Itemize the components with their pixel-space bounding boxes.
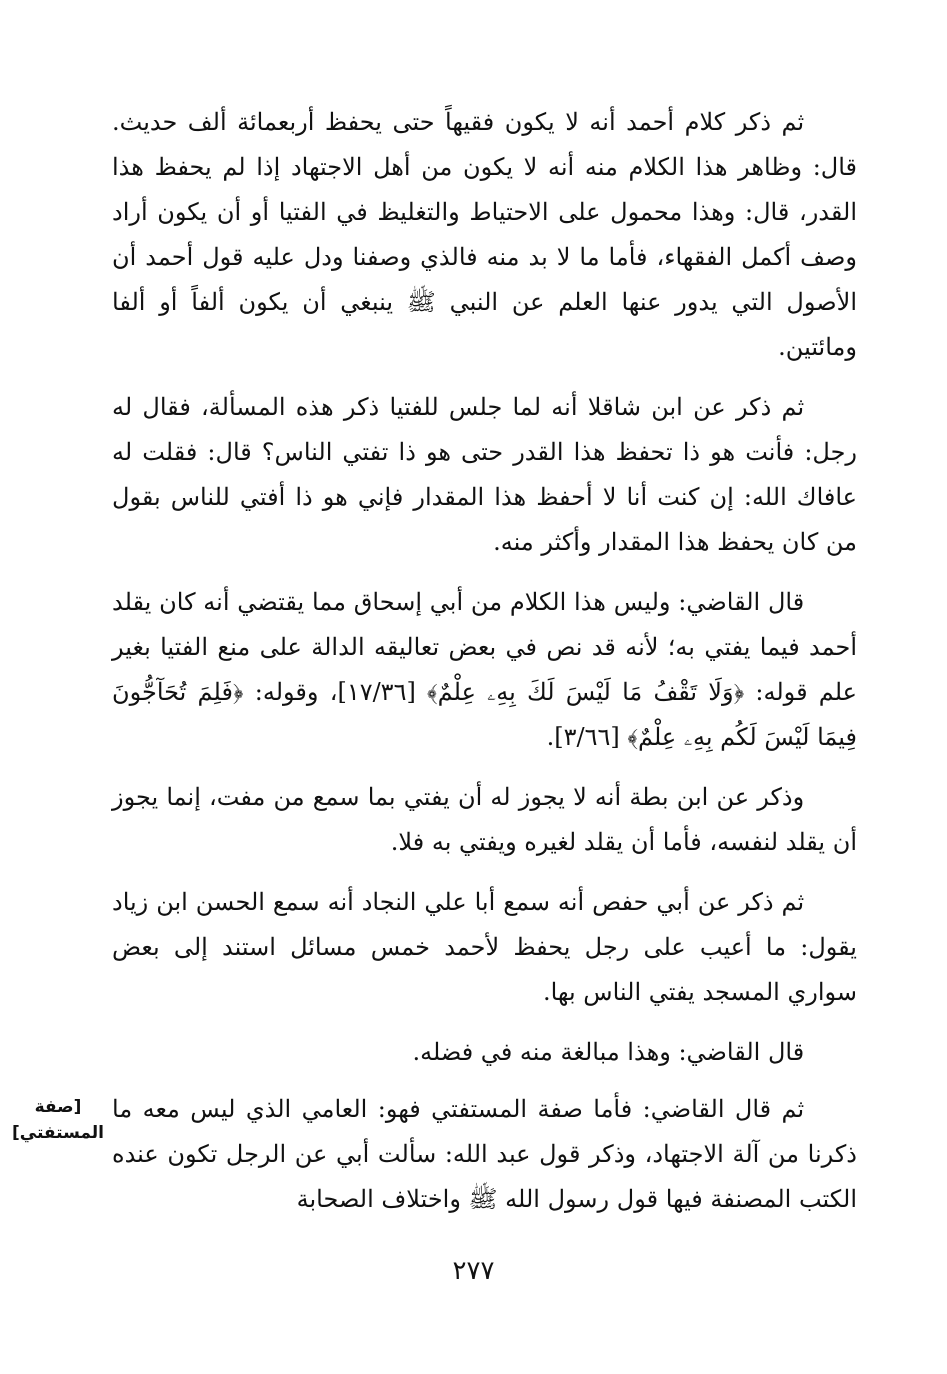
- margin-heading-note: [صفة المستفتي]: [12, 1097, 104, 1143]
- paragraph-5: ثم ذكر عن أبي حفص أنه سمع أبا علي النجاد أنه سمع الحسن ابن زياد يقول: ما أعيب على رجل يحفظ لأحمد خمس مسائل استند إلى بعض سواري المسجد يفتي الناس بها.: [112, 888, 857, 1006]
- paragraph-1: ثم ذكر كلام أحمد أنه لا يكون فقيهاً حتى يحفظ أربعمائة ألف حديث. قال: وظاهر هذا الكلام منه أنه لا يكون من أهل الاجتهاد إذا لم يحفظ هذا القدر، قال: وهذا محمول على الاحتياط والتغليظ في الفتيا أو أن يكون أراد وصف أكمل الفقهاء، فأما ما لا بد منه فالذي وصفنا ودل عليه قول أحمد أن الأصول التي يدور عنها العلم عن النبي ﷺ ينبغي أن يكون ألفاً أو ألفا ومائتين.: [112, 108, 858, 361]
- paragraph-7: ثم قال القاضي: فأما صفة المستفتي فهو: العامي الذي ليس معه ما ذكرنا من آلة الاجتهاد، وذكر قول عبد الله: سألت أبي عن الرجل تكون عنده الكتب المصنفة فيها قول رسول الله ﷺ واختلاف الصحابة: [112, 1095, 857, 1213]
- paragraph-2: ثم ذكر عن ابن شاقلا أنه لما جلس للفتيا ذكر هذه المسألة، فقال له رجل: فأنت هو ذا تحفظ هذا القدر حتى هو ذا تفتي الناس؟ قال: فقلت له عافاك الله: إن كنت أنا لا أحفظ هذا المقدار فإني هو ذا أفتي للناس بقول من كان يحفظ هذا المقدار وأكثر منه.: [112, 393, 857, 556]
- paragraph-3: قال القاضي: وليس هذا الكلام من أبي إسحاق مما يقتضي أنه كان يقلد أحمد فيما يفتي به؛ لأنه قد نص في بعض تعاليقه الدالة على منع الفتيا بغير علم قوله: ﴿وَلَا تَقْفُ مَا لَيْسَ لَكَ بِهِۦ عِلْمٌ﴾ [١٧/٣٦]، وقوله: ﴿فَلِمَ تُحَآجُّونَ فِيمَا لَيْسَ لَكُم بِهِۦ عِلْمٌ﴾ [٣/٦٦].: [112, 588, 857, 751]
- body-text: [112, 100, 857, 1237]
- paragraph-4: وذكر عن ابن بطة أنه لا يجوز له أن يفتي بما سمع من مفت، إنما يجوز أن يقلد لنفسه، فأما أن يقلد لغيره ويفتي به فلا.: [112, 783, 857, 856]
- page-number: ٢٧٧: [452, 1256, 495, 1286]
- paragraph-6: قال القاضي: وهذا مبالغة منه في فضله.: [412, 1038, 805, 1066]
